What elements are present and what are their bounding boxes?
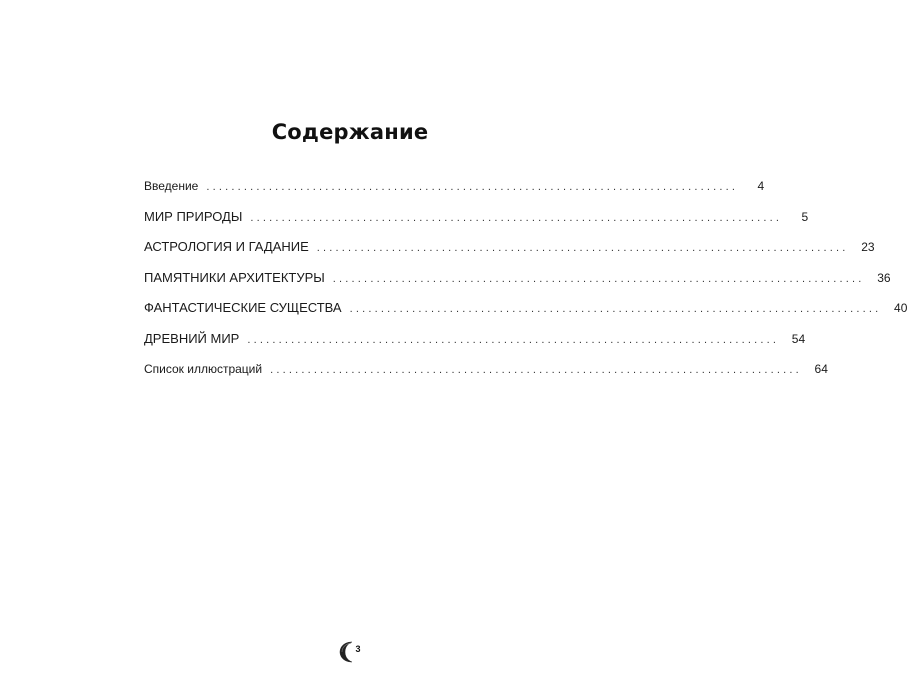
toc-entry-title: ДРЕВНИЙ МИР xyxy=(144,330,240,346)
toc-entry xyxy=(144,237,875,268)
toc-dot-leader: ..................................................................................... xyxy=(349,303,882,315)
toc-entry-page-number: 64 xyxy=(814,362,828,376)
toc-dot-leader: ..................................................................................... xyxy=(270,364,802,376)
toc-entry-title: МИР ПРИРОДЫ xyxy=(144,208,243,224)
toc-entry-page-number: 36 xyxy=(877,270,891,285)
toc-dot-leader: ..................................................................................... xyxy=(247,333,780,346)
toc-entry-title: Список иллюстраций xyxy=(144,362,263,376)
toc-entry-title: ФАНТАСТИЧЕСКИЕ СУЩЕСТВА xyxy=(144,300,342,315)
table-of-contents xyxy=(144,176,907,390)
toc-entry-page-number: 40 xyxy=(894,301,907,315)
toc-entry xyxy=(144,268,891,299)
toc-entry-title: Введение xyxy=(144,179,199,193)
toc-entry-title: АСТРОЛОГИЯ И ГАДАНИЕ xyxy=(144,239,309,254)
toc-entry xyxy=(144,329,806,360)
toc-dot-leader: ..................................................................................... xyxy=(206,181,739,193)
toc-entry-page-number: 23 xyxy=(861,240,875,254)
page-title: Содержание xyxy=(271,120,429,144)
toc-entry-page-number: 5 xyxy=(801,209,809,224)
toc-entry-page-number: 4 xyxy=(757,179,765,193)
toc-entry-page-number: 54 xyxy=(791,331,806,346)
toc-entry xyxy=(144,359,828,390)
toc-dot-leader: ..................................................................................... xyxy=(316,242,849,254)
page-number-badge xyxy=(338,640,370,664)
toc-entry xyxy=(144,298,907,329)
toc-dot-leader: ..................................................................................... xyxy=(332,272,865,285)
toc-dot-leader: ..................................................................................... xyxy=(250,211,783,224)
toc-entry xyxy=(144,207,809,238)
toc-entry-title: ПАМЯТНИКИ АРХИТЕКТУРЫ xyxy=(144,269,325,285)
toc-entry xyxy=(144,176,765,207)
page-number: 3 xyxy=(355,644,361,654)
